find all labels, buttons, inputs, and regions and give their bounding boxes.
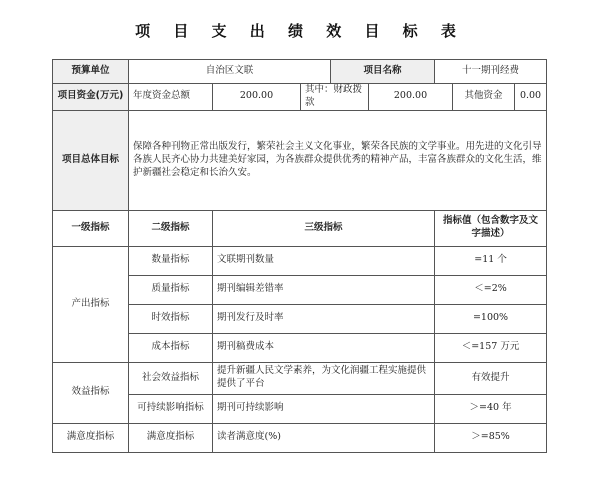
fiscal-allocation-label: 其中：财政拨款 <box>301 84 369 111</box>
level2-indicator: 成本指标 <box>129 333 213 362</box>
budget-unit-label: 预算单位 <box>53 60 129 84</box>
project-name-value: 十一期刊经费 <box>435 60 547 84</box>
level3-indicator: 期刊可持续影响 <box>213 394 435 423</box>
funds-label: 项目资金(万元) <box>53 84 129 111</box>
level1-indicator-benefit: 效益指标 <box>53 362 129 423</box>
level2-indicator: 时效指标 <box>129 304 213 333</box>
table-row <box>53 246 547 275</box>
level2-indicator: 质量指标 <box>129 275 213 304</box>
table-row <box>53 362 547 394</box>
overall-goal-text: 保障各种刊物正常出版发行，繁荣社会主义文化事业，繁荣各民族的文学事业。用先进的文化引导各族人民齐心协力共建美好家园，为各族群众提供优秀的精神产品，丰富各族群众的文化生活，维护新疆社会稳定和长治久安。 <box>129 110 547 210</box>
other-funds-value: 0.00 <box>515 84 547 111</box>
level3-indicator: 提升新疆人民文学素养，为文化润疆工程实施提供提供了平台 <box>213 362 435 394</box>
indicator-value: ＜=157 万元 <box>435 333 547 362</box>
annual-total-label: 年度资金总额 <box>129 84 213 111</box>
level2-indicator: 满意度指标 <box>129 423 213 452</box>
indicator-value: 有效提升 <box>435 362 547 394</box>
annual-total-value: 200.00 <box>213 84 301 111</box>
indicator-value: =100% <box>435 304 547 333</box>
level3-indicator: 读者满意度(%) <box>213 423 435 452</box>
other-funds-label: 其他资金 <box>453 84 515 111</box>
fiscal-allocation-value: 200.00 <box>369 84 453 111</box>
level2-indicator: 可持续影响指标 <box>129 394 213 423</box>
page-title: 项 目 支 出 绩 效 目 标 表 <box>135 22 465 40</box>
table-row <box>53 423 547 452</box>
level1-indicator-output: 产出指标 <box>53 246 129 362</box>
project-name-label: 项目名称 <box>331 60 435 84</box>
level3-indicator: 期刊稿费成本 <box>213 333 435 362</box>
overall-goal-label: 项目总体目标 <box>53 110 129 210</box>
level3-indicator: 期刊发行及时率 <box>213 304 435 333</box>
level3-indicator: 期刊编辑差错率 <box>213 275 435 304</box>
indicator-value: =11 个 <box>435 246 547 275</box>
indicator-value: ＞=85% <box>435 423 547 452</box>
level2-indicator: 社会效益指标 <box>129 362 213 394</box>
indicator-value: ＜=2% <box>435 275 547 304</box>
level2-indicator-header: 二级指标 <box>129 210 213 246</box>
indicator-value-header: 指标值（包含数字及文字描述） <box>435 210 547 246</box>
level1-indicator-header: 一级指标 <box>53 210 129 246</box>
performance-target-table <box>52 59 547 453</box>
level2-indicator: 数量指标 <box>129 246 213 275</box>
level3-indicator: 文联期刊数量 <box>213 246 435 275</box>
level3-indicator-header: 三级指标 <box>213 210 435 246</box>
budget-unit-value: 自治区文联 <box>129 60 331 84</box>
level1-indicator-satisfaction: 满意度指标 <box>53 423 129 452</box>
indicator-value: ＞=40 年 <box>435 394 547 423</box>
